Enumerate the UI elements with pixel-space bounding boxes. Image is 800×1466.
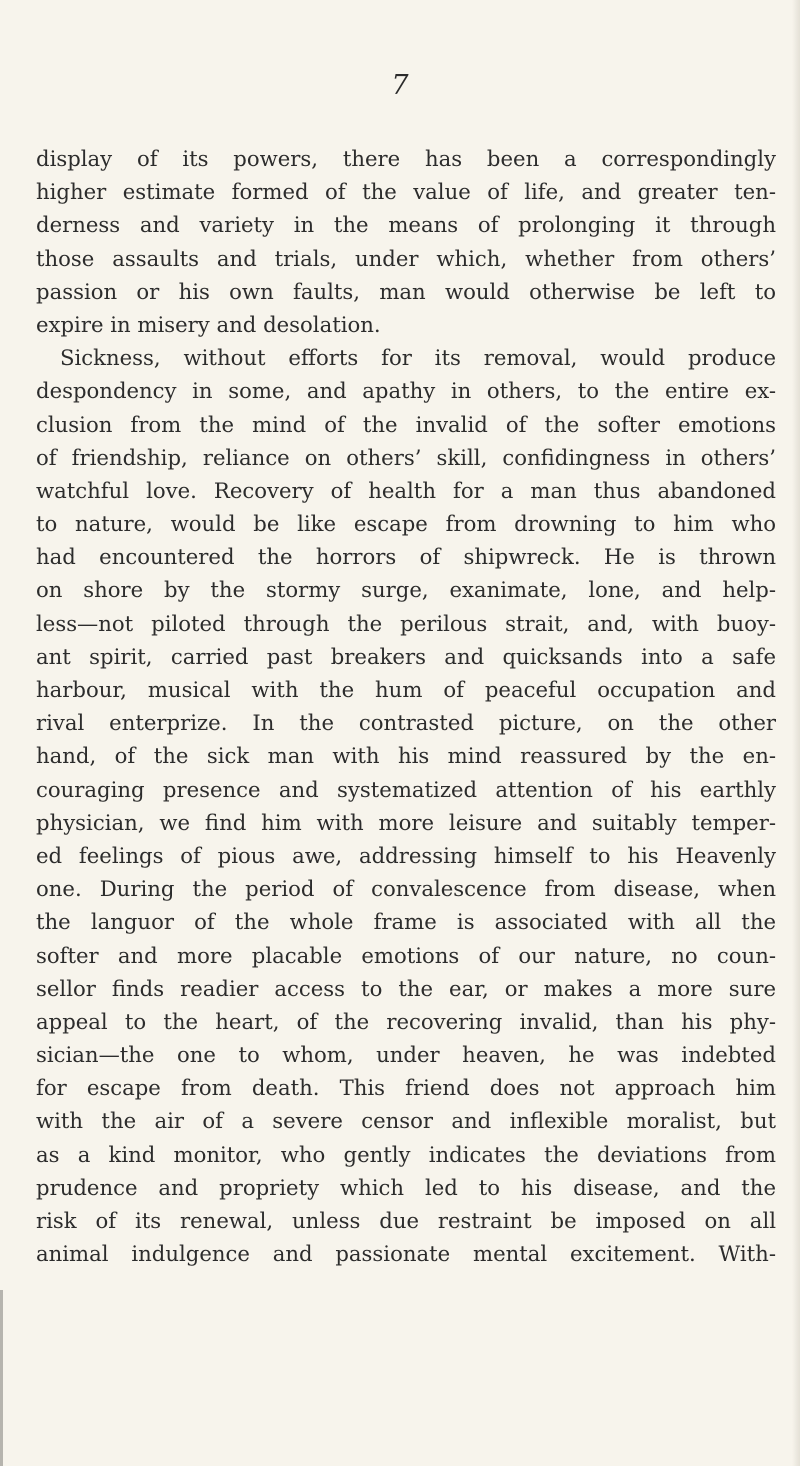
text-line: animal indulgence and passionate mental excitement. With- bbox=[36, 1241, 776, 1267]
text-line: as a kind monitor, who gently indicates the deviations from bbox=[36, 1141, 776, 1167]
text-line: sellor finds readier access to the ear, or makes a more sure bbox=[36, 975, 776, 1001]
text-line: higher estimate formed of the value of life, and greater ten- bbox=[36, 179, 776, 205]
text-line: of friendship, reliance on others’ skill, confidingness in others’ bbox=[36, 444, 776, 470]
text-line: watchful love. Recovery of health for a man thus abandoned bbox=[36, 477, 776, 503]
text-line: despondency in some, and apathy in others, to the entire ex- bbox=[36, 378, 776, 404]
text-line: rival enterprize. In the contrasted picture, on the other bbox=[36, 710, 776, 736]
text-line: clusion from the mind of the invalid of the softer emotions bbox=[36, 411, 776, 437]
text-line: with the air of a severe censor and inflexible moralist, but bbox=[36, 1108, 776, 1134]
text-line: harbour, musical with the hum of peaceful occupation and bbox=[36, 677, 776, 702]
text-line: the languor of the whole frame is associated with all the bbox=[36, 909, 776, 935]
text-line: sician—the one to whom, under heaven, he was indebted bbox=[36, 1042, 776, 1068]
text-line: appeal to the heart, of the recovering invalid, than his phy- bbox=[36, 1008, 776, 1034]
text-line: derness and variety in the means of prolonging it through bbox=[36, 212, 776, 238]
text-line: expire in misery and desolation. bbox=[36, 311, 381, 337]
text-line: on shore by the stormy surge, exanimate, lone, and help- bbox=[36, 577, 776, 603]
text-line: one. During the period of convalescence from disease, when bbox=[36, 876, 776, 902]
text-line: had encountered the horrors of shipwreck. He is thrown bbox=[36, 544, 776, 570]
text-line: prudence and propriety which led to his disease, and the bbox=[36, 1174, 776, 1200]
text-line: less—not piloted through the perilous strait, and, with buoy- bbox=[36, 610, 776, 636]
text-line: softer and more placable emotions of our nature, no coun- bbox=[36, 942, 776, 968]
text-line: to nature, would be like escape from drowning to him who bbox=[36, 511, 776, 537]
page-edge-shadow bbox=[792, 0, 800, 1466]
text-line: hand, of the sick man with his mind reassured by the en- bbox=[36, 743, 776, 769]
binding-mark bbox=[0, 1290, 3, 1466]
text-line: display of its powers, there has been a correspondingly bbox=[36, 146, 776, 171]
text-line: those assaults and trials, under which, whether from others’ bbox=[36, 245, 776, 271]
page-number: 7 bbox=[391, 70, 409, 101]
text-line: for escape from death. This friend does not approach him bbox=[36, 1075, 776, 1101]
text-line: couraging presence and systematized attention of his earthly bbox=[36, 776, 776, 802]
text-line: ant spirit, carried past breakers and quicksands into a safe bbox=[36, 643, 776, 669]
body-text bbox=[36, 142, 776, 1270]
text-line: ed feelings of pious awe, addressing himself to his Heavenly bbox=[36, 842, 776, 868]
text-line: Sickness, without efforts for its removal, would produce bbox=[60, 345, 776, 371]
text-line: risk of its renewal, unless due restraint be imposed on all bbox=[36, 1208, 776, 1233]
text-line: passion or his own faults, man would otherwise be left to bbox=[36, 278, 776, 304]
text-line: physician, we find him with more leisure and suitably temper- bbox=[36, 809, 776, 835]
